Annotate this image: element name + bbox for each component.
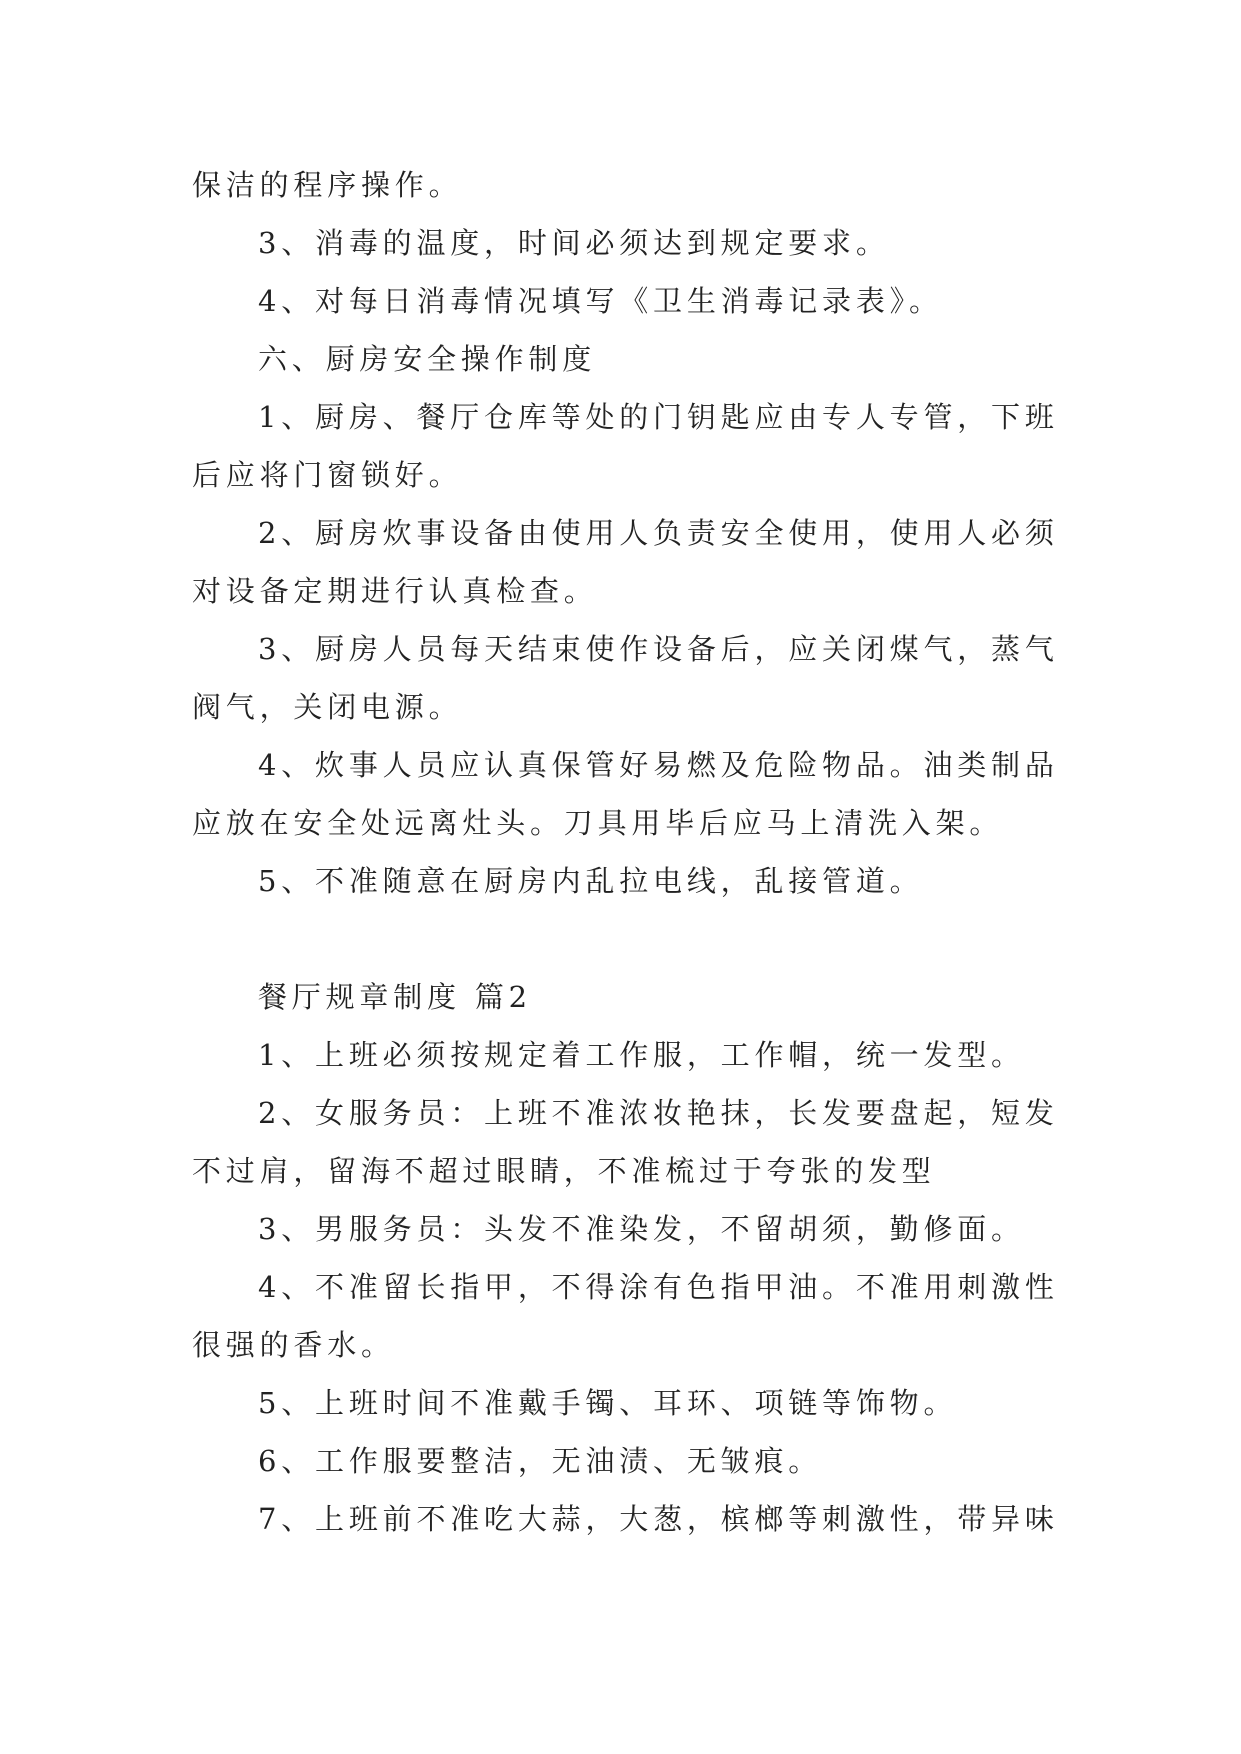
disinfection-item-4: 4、对每日消毒情况填写《卫生消毒记录表》。: [258, 284, 943, 318]
restaurant-rule-item-2: 2、女服务员：上班不准浓妆艳抹，长发要盘起，短发不过肩，留海不超过眼睛，不准梳过于夸张的发型: [192, 1096, 1059, 1188]
section-heading-kitchen-safety: 六、厨房安全操作制度: [258, 342, 597, 376]
restaurant-rule-item-4: 4、不准留长指甲，不得涂有色指甲油。不准用刺激性很强的香水。: [192, 1270, 1059, 1362]
kitchen-safety-item-2: 2、厨房炊事设备由使用人负责安全使用，使用人必须对设备定期进行认真检查。: [192, 516, 1059, 608]
document-body: [192, 156, 1062, 1548]
paragraph-continuation: 保洁的程序操作。: [192, 168, 463, 202]
restaurant-rule-item-7: 7、上班前不准吃大蒜，大葱，槟榔等刺激性，带异味: [258, 1502, 1059, 1536]
restaurant-rule-item-5: 5、上班时间不准戴手镯、耳环、项链等饰物。: [258, 1386, 958, 1420]
kitchen-safety-item-4: 4、炊事人员应认真保管好易燃及危险物品。油类制品应放在安全处远离灶头。刀具用毕后应马上清洗入架。: [192, 748, 1059, 840]
kitchen-safety-item-5: 5、不准随意在厨房内乱拉电线，乱接管道。: [258, 864, 924, 898]
section-heading-restaurant-rules: 餐厅规章制度 篇2: [258, 980, 532, 1014]
restaurant-rule-item-3: 3、男服务员：头发不准染发，不留胡须，勤修面。: [258, 1212, 1025, 1246]
kitchen-safety-item-1: 1、厨房、餐厅仓库等处的门钥匙应由专人专管，下班后应将门窗锁好。: [192, 400, 1059, 492]
disinfection-item-3: 3、消毒的温度，时间必须达到规定要求。: [258, 226, 890, 260]
restaurant-rule-item-1: 1、上班必须按规定着工作服，工作帽，统一发型。: [258, 1038, 1025, 1072]
restaurant-rule-item-6: 6、工作服要整洁，无油渍、无皱痕。: [258, 1444, 823, 1478]
kitchen-safety-item-3: 3、厨房人员每天结束使作设备后，应关闭煤气，蒸气阀气，关闭电源。: [192, 632, 1059, 724]
section-spacer: [192, 910, 1062, 968]
